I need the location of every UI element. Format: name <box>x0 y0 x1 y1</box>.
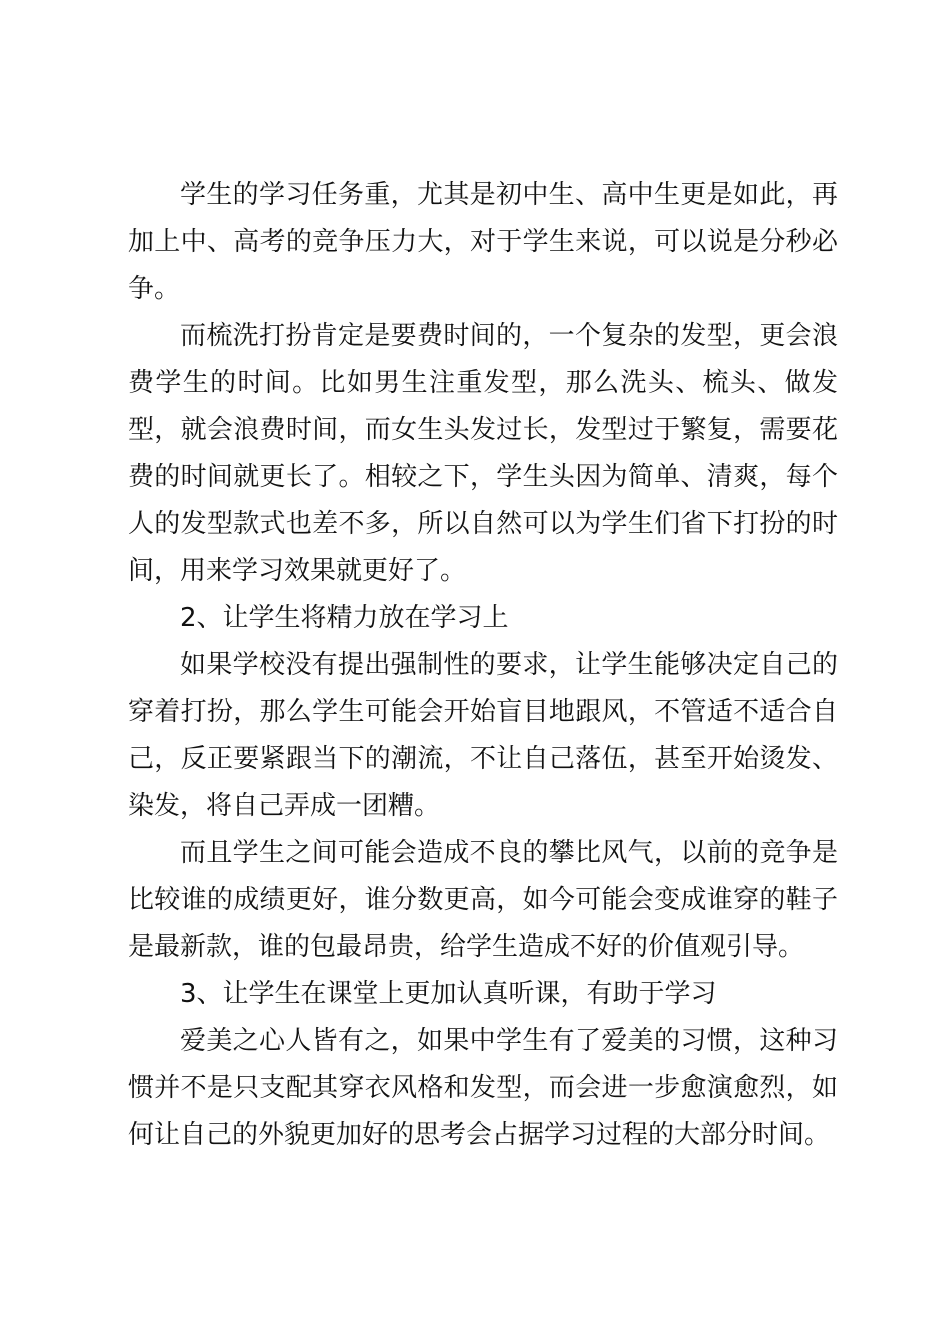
section-heading-2: 2、让学生将精力放在学习上 <box>180 603 509 633</box>
paragraph-appearance: 爱美之心人皆有之，如果中学生有了爱美的习惯，这种习惯并不是只支配其穿衣风格和发型，而会进一步愈演愈烈，如何让自己的外貌更加好的思考会占据学习过程的大部分时间。 <box>128 1026 838 1150</box>
section-heading-3: 3、让学生在课堂上更加认真听课，有助于学习 <box>180 979 717 1009</box>
paragraph-study-pressure: 学生的学习任务重，尤其是初中生、高中生更是如此，再加上中、高考的竞争压力大，对于学生来说，可以说是分秒必争。 <box>128 180 838 304</box>
paragraph-comparison: 而且学生之间可能会造成不良的攀比风气，以前的竞争是比较谁的成绩更好，谁分数更高，如今可能会变成谁穿的鞋子是最新款，谁的包最昂贵，给学生造成不好的价值观引导。 <box>128 838 838 962</box>
document-body <box>128 172 838 1159</box>
paragraph-following-trends: 如果学校没有提出强制性的要求，让学生能够决定自己的穿着打扮，那么学生可能会开始盲目地跟风，不管适不适合自己，反正要紧跟当下的潮流，不让自己落伍，甚至开始烫发、染发，将自己弄成一团糟。 <box>128 650 838 821</box>
paragraph-grooming-time: 而梳洗打扮肯定是要费时间的，一个复杂的发型，更会浪费学生的时间。比如男生注重发型，那么洗头、梳头、做发型，就会浪费时间，而女生头发过长，发型过于繁复，需要花费的时间就更长了。相较之下，学生头因为简单、清爽，每个人的发型款式也差不多，所以自然可以为学生们省下打扮的时间，用来学习效果就更好了。 <box>128 321 838 586</box>
